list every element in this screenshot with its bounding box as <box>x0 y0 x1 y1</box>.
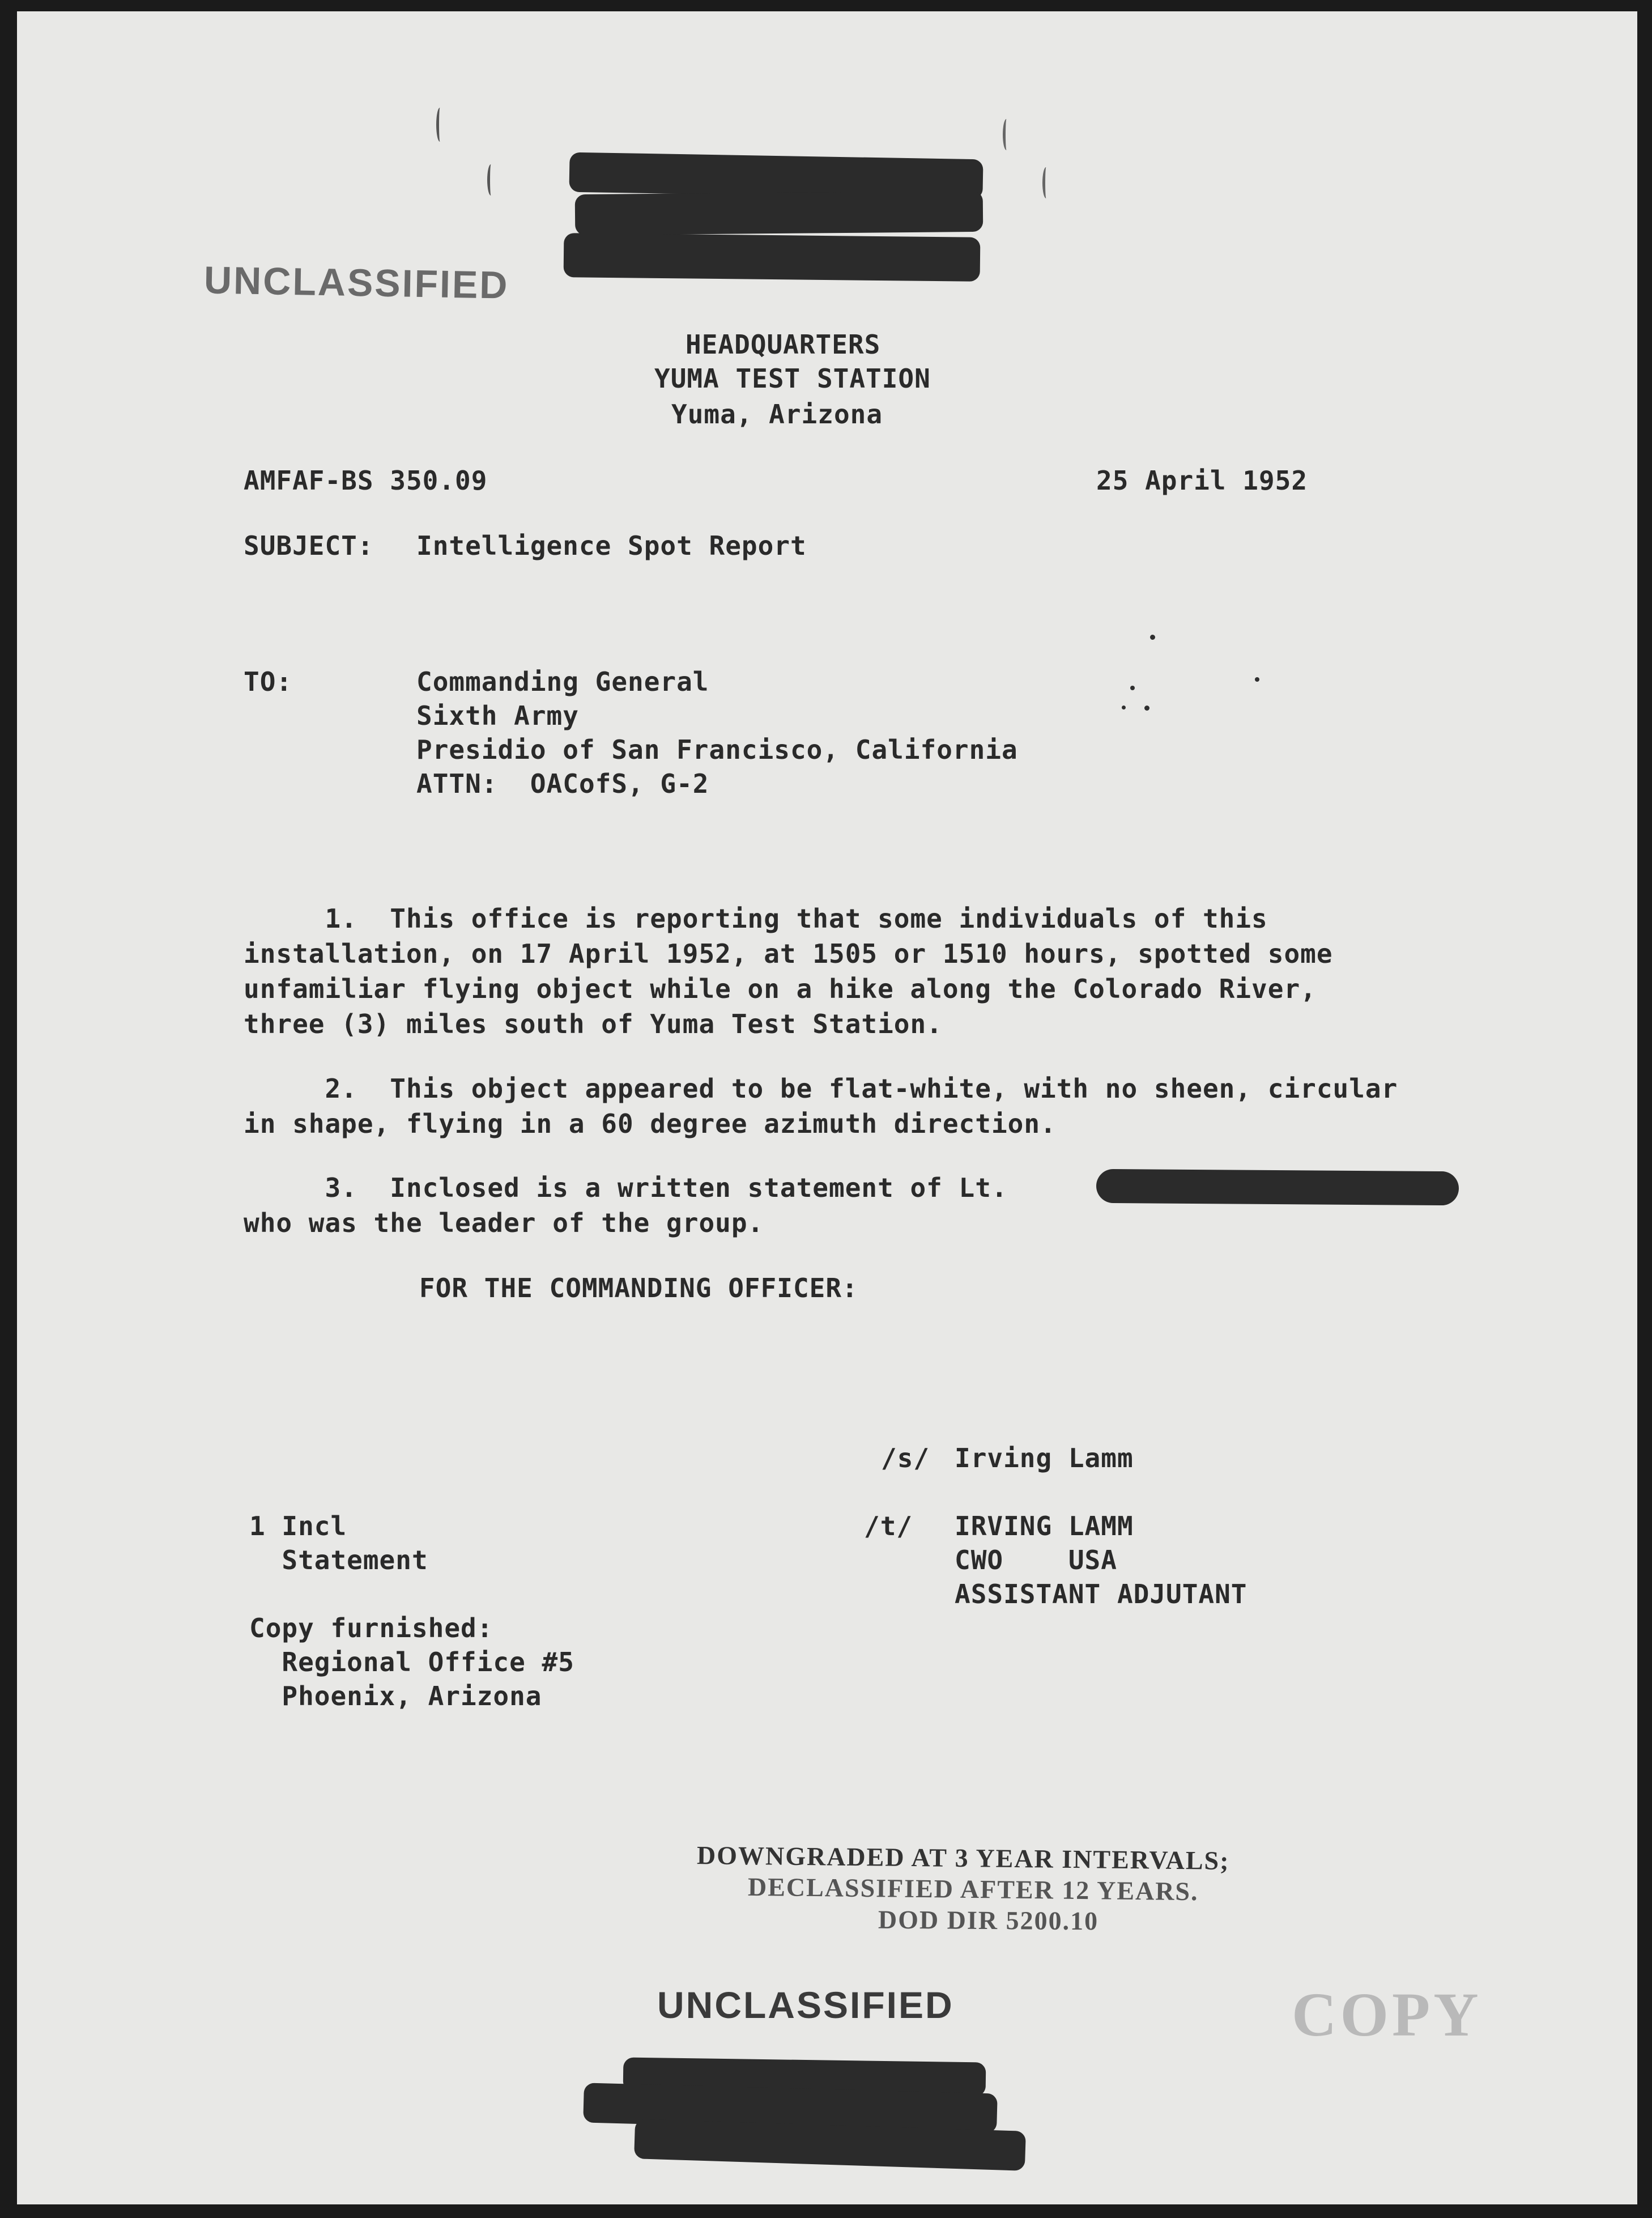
file-reference: AMFAF-BS 350.09 <box>244 465 488 496</box>
subject-value: Intelligence Spot Report <box>416 530 807 561</box>
unclassified-stamp-top: UNCLASSIFIED <box>203 258 510 307</box>
unclassified-stamp-bottom: UNCLASSIFIED <box>657 1984 954 2026</box>
paragraph-3-line1: 3. Inclosed is a written statement of Lt. <box>244 1172 1008 1203</box>
letterhead-line3: Yuma, Arizona <box>671 399 883 430</box>
letter-date: 25 April 1952 <box>1096 465 1308 496</box>
paragraph-1: 1. This office is reporting that some individuals of this installation, on 17 April 1952, at 1505 or 1510 hours, spotted some unfamiliar flying object while on a hike along the Colorado River, three (3) miles south of Yuma Test Station. <box>244 903 1333 1039</box>
signature-s-name: Irving Lamm <box>955 1443 1134 1473</box>
ink-speck <box>1144 706 1149 711</box>
paragraph-2: 2. This object appeared to be flat-white, with no sheen, circular in shape, flying in a 60 degree azimuth direction. <box>244 1073 1398 1139</box>
ink-speck <box>1150 635 1155 640</box>
signature-s-prefix: /s/ <box>881 1443 930 1473</box>
copy-furnished-label: Copy furnished: <box>249 1613 493 1643</box>
to-line-2: Sixth Army <box>416 700 579 731</box>
to-label: TO: <box>244 666 293 697</box>
inclosure-line2: Statement <box>249 1545 428 1575</box>
ink-speck <box>1130 686 1135 690</box>
letterhead-line2: YUMA TEST STATION <box>654 363 931 394</box>
ink-mark <box>1042 167 1050 198</box>
downgrade-line1: DOWNGRADED AT 3 YEAR INTERVALS; <box>696 1841 1230 1875</box>
signature-t-prefix: /t/ <box>864 1511 913 1541</box>
inclosure-line1: 1 Incl <box>249 1511 347 1541</box>
ink-speck <box>1255 677 1259 682</box>
redaction-bar-top-3 <box>564 233 981 282</box>
letterhead-line1: HEADQUARTERS <box>686 329 881 360</box>
for-commanding-officer: FOR THE COMMANDING OFFICER: <box>419 1273 858 1303</box>
copy-stamp: COPY <box>1292 1980 1482 2049</box>
redaction-bar-top-2 <box>575 191 983 235</box>
paragraph-3-line2: who was the leader of the group. <box>244 1208 764 1238</box>
document-page <box>17 11 1637 2204</box>
to-line-3: Presidio of San Francisco, California <box>416 734 1018 765</box>
copy-furnished-line2: Phoenix, Arizona <box>249 1681 542 1711</box>
subject-label: SUBJECT: <box>244 530 374 561</box>
ink-mark <box>436 108 444 142</box>
to-line-4: ATTN: OACofS, G-2 <box>416 768 709 799</box>
redaction-name <box>1096 1169 1459 1205</box>
downgrade-line3: DOD DIR 5200.10 <box>878 1905 1099 1936</box>
ink-mark <box>1003 119 1010 150</box>
signature-title: ASSISTANT ADJUTANT <box>955 1579 1247 1609</box>
signature-rank: CWO USA <box>955 1545 1117 1575</box>
signature-t-name: IRVING LAMM <box>955 1511 1134 1541</box>
downgrade-line2: DECLASSIFIED AFTER 12 YEARS. <box>747 1872 1199 1906</box>
copy-furnished-line1: Regional Office #5 <box>249 1647 574 1677</box>
ink-mark <box>487 164 495 196</box>
ink-speck <box>1122 706 1126 709</box>
to-line-1: Commanding General <box>416 666 709 697</box>
